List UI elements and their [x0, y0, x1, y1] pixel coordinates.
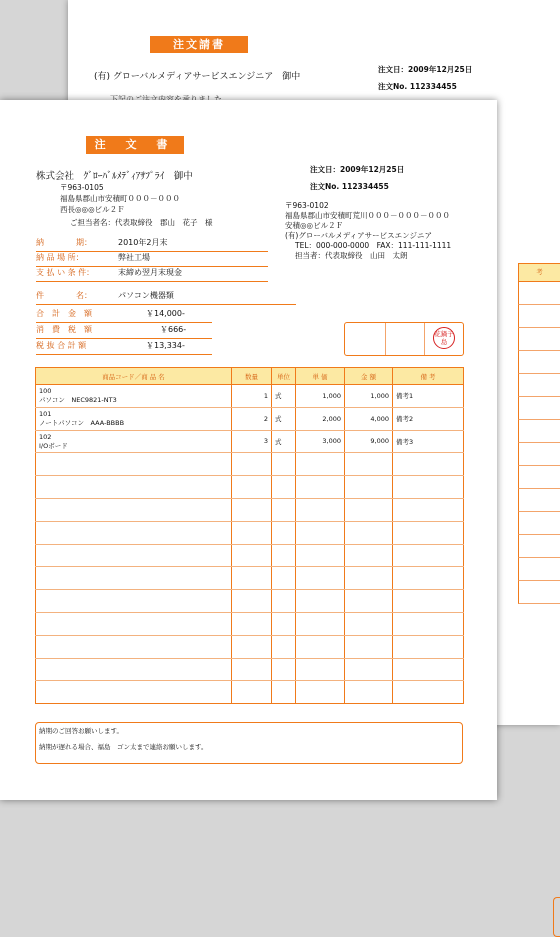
- delivery-label: 納 期：: [36, 238, 92, 247]
- table-row-empty: [36, 658, 464, 681]
- total-label: 合 計 金 額: [36, 309, 92, 318]
- total-field: [36, 308, 212, 323]
- table-row-empty: [36, 476, 464, 499]
- order-date: 注文日：2009年12月25日: [310, 165, 405, 174]
- col-header-amount: 金 額: [345, 368, 393, 385]
- tax-field: [36, 324, 212, 339]
- payment-value: 末締め翌月末現金: [118, 268, 182, 277]
- back-remarks-column: [518, 263, 560, 604]
- delivery-value: 2010年2月末: [118, 238, 168, 247]
- payment-field: [36, 267, 268, 282]
- customer-block: [36, 168, 213, 228]
- col-header-qty: 数量: [232, 368, 272, 385]
- subject-value: パソコン機器類: [118, 291, 174, 300]
- table-row-empty: [36, 681, 464, 704]
- back-order-no: 注文No. 112334455: [378, 82, 457, 91]
- customer-name: 株式会社 ｸﾞﾛｰﾊﾞﾙﾒﾃﾞｨｱｻﾌﾟﾗｲ 御中: [36, 171, 193, 182]
- customer-zip: 〒963-0105: [60, 183, 104, 192]
- sender-tel: TEL：000-000-0000 FAX：111-111-1111: [295, 241, 452, 250]
- sender-zip: 〒963-0102: [285, 201, 329, 210]
- customer-address-2: 西長◎◎◎ビル２Ｆ: [60, 205, 125, 214]
- table-row-empty: [36, 453, 464, 476]
- table-row-empty: [36, 498, 464, 521]
- memo-line-2: 納期が遅れる場合、福島 ゴン太まで連絡お願いします。: [39, 743, 208, 751]
- customer-contact: ご担当者名：代表取締役 郡山 花子 様: [70, 218, 213, 227]
- tax-value: ￥666-: [160, 325, 187, 334]
- col-header-price: 単 価: [296, 368, 345, 385]
- order-number: 注文No. 112334455: [310, 182, 389, 191]
- sender-address-1: 福島県郡山市安積町荒川０００－０００－０００: [285, 211, 450, 220]
- seal-stamp: 花鍋子島: [433, 327, 455, 349]
- table-row: 100 パソコン NEC9821-NT3 1 式 1,000 1,000 備考1: [36, 385, 464, 408]
- approval-stamp-box: [344, 322, 464, 356]
- place-value: 弊社工場: [118, 253, 150, 262]
- memo-box: [35, 722, 463, 764]
- back-date: 注文日：2009年12月25日: [378, 65, 473, 74]
- sender-company: (有)グローバルメディアサービスエンジニア: [285, 231, 432, 240]
- net-value: ￥13,334-: [146, 341, 185, 350]
- back-title: 注文請書: [150, 36, 248, 53]
- total-value: ￥14,000-: [146, 309, 185, 318]
- sender-block: [285, 201, 451, 261]
- col-header-unit: 単位: [272, 368, 296, 385]
- back-address: (有) グローバルメディアサービスエンジニア 御中: [94, 72, 301, 82]
- document-title: 注 文 書: [86, 136, 184, 154]
- table-row-empty: [36, 612, 464, 635]
- table-row-empty: [36, 521, 464, 544]
- table-row: 101 ノートパソコン AAA-BBBB 2 式 2,000 4,000 備考2: [36, 407, 464, 430]
- table-row-empty: [36, 544, 464, 567]
- sender-person: 担当者：代表取締役 山田 太朗: [295, 251, 408, 260]
- table-row-empty: [36, 590, 464, 613]
- subject-label: 件 名：: [36, 291, 92, 300]
- sender-address-2: 安積◎◎ビル２Ｆ: [285, 221, 344, 230]
- place-label: 納 品 場 所：: [36, 253, 84, 262]
- place-field: [36, 252, 268, 267]
- tax-label: 消 費 税 額: [36, 325, 92, 334]
- col-header-product: 商品コード／商 品 名: [36, 368, 232, 385]
- net-field: [36, 340, 212, 355]
- net-label: 税 抜 合 計 額: [36, 341, 87, 350]
- col-header-note: 備 考: [393, 368, 464, 385]
- back-remarks-header: 考: [518, 263, 560, 282]
- front-sheet: [0, 100, 497, 800]
- payment-label: 支 払 い 条 件：: [36, 268, 95, 277]
- memo-line-1: 納期のご回答お願いします。: [39, 727, 123, 735]
- table-row: 102 I/Oボード 3 式 3,000 9,000 備考3: [36, 430, 464, 453]
- order-items-table: [35, 367, 464, 704]
- subject-field: [36, 290, 296, 305]
- table-row-empty: [36, 635, 464, 658]
- delivery-field: [36, 237, 268, 252]
- table-row-empty: [36, 567, 464, 590]
- table-header-row: [36, 368, 464, 385]
- customer-address-1: 福島県郡山市安積町０００－０００: [60, 194, 180, 203]
